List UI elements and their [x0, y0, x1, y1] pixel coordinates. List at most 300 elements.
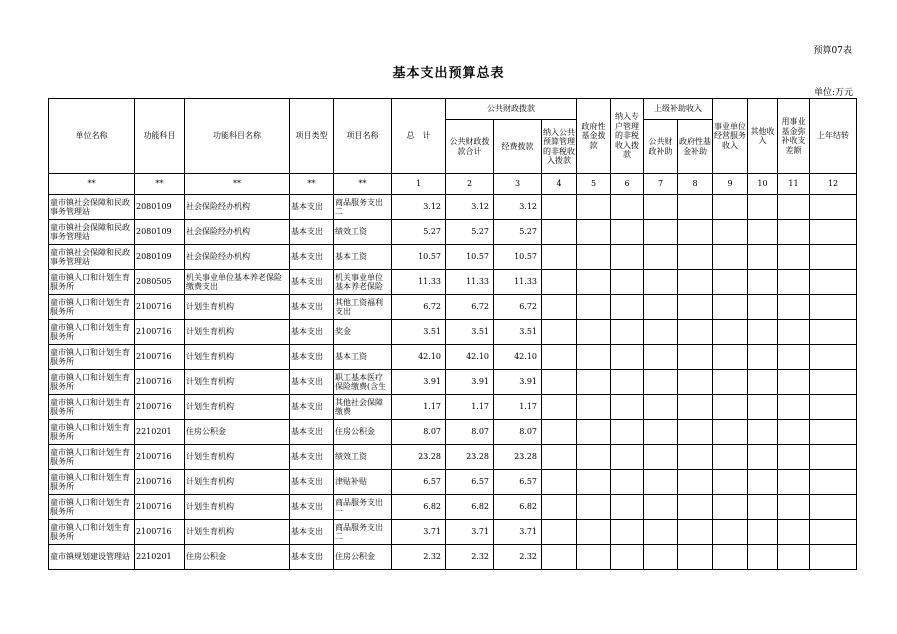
- cell-empty: [644, 295, 678, 320]
- cell-empty: [644, 345, 678, 370]
- cell-text: 住房公积金: [186, 552, 226, 562]
- cell-empty: [542, 520, 577, 545]
- cell-pname: [334, 345, 392, 370]
- cell-empty: [748, 395, 778, 420]
- cell-empty: [748, 370, 778, 395]
- cell-ptype: 基本支出: [290, 195, 334, 220]
- index-cell: 7: [644, 174, 678, 195]
- cell-code: 2100716: [135, 395, 185, 420]
- cell-fname: [185, 270, 290, 295]
- cell-empty: [748, 520, 778, 545]
- cell-code: 2100716: [135, 470, 185, 495]
- cell-text: 津贴补贴: [335, 477, 367, 487]
- table-row: [49, 320, 857, 345]
- cell-unit: [49, 195, 135, 220]
- table-row: [49, 445, 857, 470]
- cell-pf-total: 23.28: [446, 445, 494, 470]
- cell-empty: [577, 520, 611, 545]
- cell-empty: [644, 395, 678, 420]
- cell-text: 童市镇人口和计划生育服务所: [50, 347, 130, 366]
- cell-empty: [611, 495, 644, 520]
- cell-text: 童市镇人口和计划生育服务所: [50, 372, 130, 391]
- cell-pf-funds: 6.72: [494, 295, 542, 320]
- cell-empty: [542, 420, 577, 445]
- header-total: 总 计: [392, 99, 446, 174]
- cell-pname: [334, 520, 392, 545]
- header-unit-name: 单位名称: [49, 99, 135, 174]
- cell-fname: [185, 395, 290, 420]
- cell-pf-funds: 42.10: [494, 345, 542, 370]
- cell-empty: [678, 420, 713, 445]
- index-cell: **: [49, 174, 135, 195]
- cell-empty: [810, 395, 857, 420]
- cell-text: 童市镇人口和计划生育服务所: [50, 447, 130, 466]
- cell-unit: [49, 545, 135, 570]
- table-row: [49, 545, 857, 570]
- cell-ptype: 基本支出: [290, 370, 334, 395]
- cell-empty: [611, 420, 644, 445]
- index-cell: 4: [542, 174, 577, 195]
- cell-text: 童市镇人口和计划生育服务所: [50, 322, 130, 341]
- cell-text: 计划生育机构: [186, 352, 234, 362]
- cell-pf-funds: 2.32: [494, 545, 542, 570]
- cell-empty: [713, 495, 748, 520]
- table-row: [49, 520, 857, 545]
- cell-empty: [611, 370, 644, 395]
- cell-pf-funds: 3.12: [494, 195, 542, 220]
- cell-empty: [778, 245, 810, 270]
- cell-empty: [542, 345, 577, 370]
- cell-unit: [49, 520, 135, 545]
- cell-total: 2.32: [392, 545, 446, 570]
- cell-empty: [748, 295, 778, 320]
- cell-unit: [49, 395, 135, 420]
- cell-code: 2100716: [135, 445, 185, 470]
- cell-empty: [713, 270, 748, 295]
- cell-empty: [778, 320, 810, 345]
- cell-code: 2080109: [135, 245, 185, 270]
- cell-pname: [334, 320, 392, 345]
- table-row: [49, 395, 857, 420]
- cell-text: 基本工资: [335, 252, 367, 262]
- cell-empty: [542, 545, 577, 570]
- cell-empty: [713, 245, 748, 270]
- cell-empty: [748, 245, 778, 270]
- header-sup-public: 公共财政补助: [644, 120, 678, 174]
- cell-text: 社会保险经办机构: [186, 252, 250, 262]
- cell-empty: [810, 420, 857, 445]
- budget-table: [48, 98, 857, 570]
- cell-empty: [644, 320, 678, 345]
- cell-empty: [611, 320, 644, 345]
- cell-unit: [49, 220, 135, 245]
- cell-unit: [49, 370, 135, 395]
- cell-empty: [644, 520, 678, 545]
- index-cell: **: [135, 174, 185, 195]
- cell-empty: [778, 445, 810, 470]
- cell-ptype: 基本支出: [290, 220, 334, 245]
- cell-empty: [577, 270, 611, 295]
- cell-total: 3.91: [392, 370, 446, 395]
- cell-empty: [644, 495, 678, 520]
- cell-empty: [577, 295, 611, 320]
- cell-empty: [644, 245, 678, 270]
- cell-empty: [611, 520, 644, 545]
- cell-total: 10.57: [392, 245, 446, 270]
- cell-empty: [713, 320, 748, 345]
- cell-empty: [713, 420, 748, 445]
- cell-empty: [713, 545, 748, 570]
- cell-empty: [644, 220, 678, 245]
- cell-pname: [334, 370, 392, 395]
- cell-empty: [778, 295, 810, 320]
- cell-empty: [678, 245, 713, 270]
- cell-empty: [778, 520, 810, 545]
- cell-code: 2100716: [135, 520, 185, 545]
- cell-text: 商品服务支出一: [335, 497, 383, 516]
- cell-empty: [542, 445, 577, 470]
- cell-empty: [810, 345, 857, 370]
- cell-text: 童市镇社会保障和民政事务管理站: [50, 197, 130, 216]
- table-row: [49, 420, 857, 445]
- cell-empty: [810, 545, 857, 570]
- index-cell: 3: [494, 174, 542, 195]
- cell-text: 计划生育机构: [186, 477, 234, 487]
- cell-fname: [185, 445, 290, 470]
- cell-empty: [577, 195, 611, 220]
- cell-text: 商品服务支出二: [335, 197, 383, 216]
- header-carryover: 上年结转: [810, 99, 857, 174]
- cell-pf-funds: 11.33: [494, 270, 542, 295]
- cell-total: 6.57: [392, 470, 446, 495]
- table-row: [49, 195, 857, 220]
- cell-empty: [542, 320, 577, 345]
- cell-empty: [778, 495, 810, 520]
- cell-total: 1.17: [392, 395, 446, 420]
- cell-text: 商品服务支出二: [335, 522, 383, 541]
- cell-empty: [778, 370, 810, 395]
- cell-code: 2080109: [135, 195, 185, 220]
- table-row: [49, 470, 857, 495]
- table-header: [49, 99, 857, 195]
- cell-total: 6.82: [392, 495, 446, 520]
- cell-empty: [542, 470, 577, 495]
- cell-pname: [334, 245, 392, 270]
- cell-code: 2100716: [135, 370, 185, 395]
- cell-empty: [577, 370, 611, 395]
- table-row: [49, 220, 857, 245]
- cell-pf-total: 1.17: [446, 395, 494, 420]
- cell-pf-total: 2.32: [446, 545, 494, 570]
- cell-pf-total: 10.57: [446, 245, 494, 270]
- cell-empty: [810, 270, 857, 295]
- cell-text: 机关事业单位基本养老保险缴费支出: [186, 272, 282, 291]
- cell-text: 其他社会保障缴费: [335, 397, 383, 416]
- cell-empty: [778, 420, 810, 445]
- cell-empty: [542, 495, 577, 520]
- cell-empty: [810, 220, 857, 245]
- cell-pname: [334, 445, 392, 470]
- cell-pname: [334, 420, 392, 445]
- cell-pf-total: 3.51: [446, 320, 494, 345]
- cell-empty: [810, 445, 857, 470]
- cell-empty: [611, 470, 644, 495]
- cell-pf-total: 6.72: [446, 295, 494, 320]
- cell-code: 2100716: [135, 320, 185, 345]
- cell-empty: [542, 295, 577, 320]
- cell-empty: [810, 470, 857, 495]
- cell-empty: [678, 495, 713, 520]
- cell-text: 绩效工资: [335, 227, 367, 237]
- cell-fname: [185, 245, 290, 270]
- cell-empty: [778, 195, 810, 220]
- cell-fname: [185, 370, 290, 395]
- cell-pname: [334, 545, 392, 570]
- cell-total: 5.27: [392, 220, 446, 245]
- cell-empty: [577, 220, 611, 245]
- cell-empty: [810, 195, 857, 220]
- header-func-name: 功能科目名称: [185, 99, 290, 174]
- cell-empty: [748, 220, 778, 245]
- cell-empty: [778, 220, 810, 245]
- cell-fname: [185, 470, 290, 495]
- index-cell: **: [185, 174, 290, 195]
- cell-empty: [748, 420, 778, 445]
- cell-pf-total: 6.82: [446, 495, 494, 520]
- cell-pf-funds: 3.91: [494, 370, 542, 395]
- cell-text: 奖金: [335, 327, 351, 337]
- cell-fname: [185, 320, 290, 345]
- index-cell: 2: [446, 174, 494, 195]
- cell-text: 计划生育机构: [186, 452, 234, 462]
- cell-empty: [810, 295, 857, 320]
- cell-total: 11.33: [392, 270, 446, 295]
- cell-empty: [713, 295, 748, 320]
- table-body: [49, 195, 857, 570]
- cell-unit: [49, 470, 135, 495]
- cell-text: 计划生育机构: [186, 327, 234, 337]
- cell-empty: [577, 245, 611, 270]
- cell-text: 社会保险经办机构: [186, 202, 250, 212]
- cell-empty: [713, 520, 748, 545]
- cell-pf-total: 3.91: [446, 370, 494, 395]
- index-cell: 8: [678, 174, 713, 195]
- table-row: [49, 245, 857, 270]
- cell-empty: [713, 220, 748, 245]
- cell-fname: [185, 295, 290, 320]
- cell-text: 职工基本医疗保险缴费(含生: [335, 372, 387, 391]
- cell-fname: [185, 495, 290, 520]
- header-business: 事业单位经营服务收入: [713, 99, 748, 174]
- cell-ptype: 基本支出: [290, 245, 334, 270]
- cell-empty: [678, 520, 713, 545]
- header-pf-funds: 经费拨款: [494, 120, 542, 174]
- cell-empty: [577, 470, 611, 495]
- cell-empty: [577, 445, 611, 470]
- cell-ptype: 基本支出: [290, 345, 334, 370]
- cell-empty: [778, 270, 810, 295]
- cell-text: 童市镇人口和计划生育服务所: [50, 297, 130, 316]
- cell-text: 童市镇社会保障和民政事务管理站: [50, 247, 130, 266]
- cell-text: 住房公积金: [335, 427, 375, 437]
- cell-empty: [748, 495, 778, 520]
- cell-empty: [778, 345, 810, 370]
- cell-ptype: 基本支出: [290, 445, 334, 470]
- cell-pf-funds: 23.28: [494, 445, 542, 470]
- cell-empty: [713, 195, 748, 220]
- cell-fname: [185, 545, 290, 570]
- page-title: 基本支出预算总表: [392, 66, 505, 81]
- cell-pf-total: 42.10: [446, 345, 494, 370]
- cell-text: 童市镇规划建设管理站: [50, 552, 130, 562]
- index-cell: 6: [611, 174, 644, 195]
- cell-empty: [810, 520, 857, 545]
- cell-text: 童市镇人口和计划生育服务所: [50, 272, 130, 291]
- cell-empty: [611, 545, 644, 570]
- cell-empty: [713, 470, 748, 495]
- cell-empty: [577, 420, 611, 445]
- cell-text: 计划生育机构: [186, 527, 234, 537]
- cell-unit: [49, 495, 135, 520]
- cell-fname: [185, 345, 290, 370]
- cell-empty: [678, 195, 713, 220]
- cell-total: 3.51: [392, 320, 446, 345]
- cell-text: 绩效工资: [335, 452, 367, 462]
- cell-empty: [810, 370, 857, 395]
- table-row: [49, 495, 857, 520]
- cell-code: 2080109: [135, 220, 185, 245]
- cell-unit: [49, 320, 135, 345]
- cell-empty: [611, 245, 644, 270]
- cell-ptype: 基本支出: [290, 395, 334, 420]
- cell-text: 其他工资福利支出: [335, 297, 383, 316]
- cell-empty: [678, 445, 713, 470]
- table-row: [49, 295, 857, 320]
- header-other: 其他收入: [748, 99, 778, 174]
- index-cell: 9: [713, 174, 748, 195]
- header-sup-gov: 政府性基金补助: [678, 120, 713, 174]
- cell-empty: [748, 545, 778, 570]
- cell-text: 社会保险经办机构: [186, 227, 250, 237]
- cell-ptype: 基本支出: [290, 545, 334, 570]
- cell-empty: [577, 545, 611, 570]
- cell-code: 2080505: [135, 270, 185, 295]
- table-row: [49, 345, 857, 370]
- cell-pf-total: 6.57: [446, 470, 494, 495]
- cell-empty: [810, 320, 857, 345]
- cell-code: 2210201: [135, 420, 185, 445]
- cell-text: 计划生育机构: [186, 377, 234, 387]
- header-project-name: 项目名称: [334, 99, 392, 174]
- cell-text: 童市镇人口和计划生育服务所: [50, 397, 130, 416]
- cell-empty: [678, 220, 713, 245]
- index-cell: 1: [392, 174, 446, 195]
- cell-empty: [542, 370, 577, 395]
- cell-text: 童市镇社会保障和民政事务管理站: [50, 222, 130, 241]
- cell-empty: [810, 495, 857, 520]
- cell-empty: [713, 395, 748, 420]
- cell-ptype: 基本支出: [290, 270, 334, 295]
- header-reserve: 用事业基金弥补收支差额: [778, 99, 810, 174]
- header-gov-fund: 政府性基金拨款: [577, 99, 611, 174]
- cell-ptype: 基本支出: [290, 320, 334, 345]
- cell-total: 23.28: [392, 445, 446, 470]
- cell-ptype: 基本支出: [290, 520, 334, 545]
- unit-label: 单位:万元: [813, 88, 853, 98]
- cell-pf-total: 11.33: [446, 270, 494, 295]
- cell-code: 2100716: [135, 495, 185, 520]
- cell-pf-funds: 5.27: [494, 220, 542, 245]
- cell-pf-funds: 6.82: [494, 495, 542, 520]
- cell-total: 3.71: [392, 520, 446, 545]
- cell-pname: [334, 495, 392, 520]
- cell-empty: [678, 345, 713, 370]
- cell-empty: [678, 545, 713, 570]
- cell-empty: [542, 395, 577, 420]
- cell-total: 42.10: [392, 345, 446, 370]
- cell-unit: [49, 345, 135, 370]
- cell-pf-funds: 6.57: [494, 470, 542, 495]
- cell-empty: [713, 445, 748, 470]
- cell-text: 机关事业单位基本养老保险: [335, 272, 383, 291]
- cell-empty: [577, 495, 611, 520]
- cell-empty: [611, 270, 644, 295]
- cell-text: 童市镇人口和计划生育服务所: [50, 522, 130, 541]
- cell-unit: [49, 445, 135, 470]
- cell-fname: [185, 195, 290, 220]
- cell-text: 基本工资: [335, 352, 367, 362]
- cell-empty: [713, 345, 748, 370]
- cell-empty: [748, 470, 778, 495]
- cell-total: 3.12: [392, 195, 446, 220]
- cell-pf-funds: 3.51: [494, 320, 542, 345]
- header-superior: 上级补助收入: [644, 99, 713, 120]
- cell-empty: [644, 195, 678, 220]
- cell-code: 2210201: [135, 545, 185, 570]
- cell-pf-total: 8.07: [446, 420, 494, 445]
- cell-text: 童市镇人口和计划生育服务所: [50, 472, 130, 491]
- cell-empty: [542, 245, 577, 270]
- cell-ptype: 基本支出: [290, 495, 334, 520]
- header-special-nontax: 纳入专户管理的非税收入拨款: [611, 99, 644, 174]
- index-cell: **: [290, 174, 334, 195]
- cell-empty: [713, 370, 748, 395]
- cell-empty: [678, 270, 713, 295]
- cell-empty: [644, 470, 678, 495]
- cell-empty: [542, 195, 577, 220]
- header-pf-nontax: 纳入公共预算管理的非税收入拨款: [542, 120, 577, 174]
- cell-empty: [810, 245, 857, 270]
- cell-text: 计划生育机构: [186, 402, 234, 412]
- cell-empty: [644, 270, 678, 295]
- cell-empty: [542, 220, 577, 245]
- index-cell: 5: [577, 174, 611, 195]
- header-public-finance: 公共财政拨款: [446, 99, 577, 120]
- header-func-code: 功能科目: [135, 99, 185, 174]
- cell-empty: [577, 395, 611, 420]
- table-row: [49, 270, 857, 295]
- header-project-type: 项目类型: [290, 99, 334, 174]
- cell-empty: [748, 195, 778, 220]
- cell-empty: [644, 545, 678, 570]
- cell-empty: [678, 295, 713, 320]
- cell-pf-total: 5.27: [446, 220, 494, 245]
- cell-ptype: 基本支出: [290, 295, 334, 320]
- cell-empty: [644, 370, 678, 395]
- cell-empty: [678, 470, 713, 495]
- cell-unit: [49, 420, 135, 445]
- cell-fname: [185, 220, 290, 245]
